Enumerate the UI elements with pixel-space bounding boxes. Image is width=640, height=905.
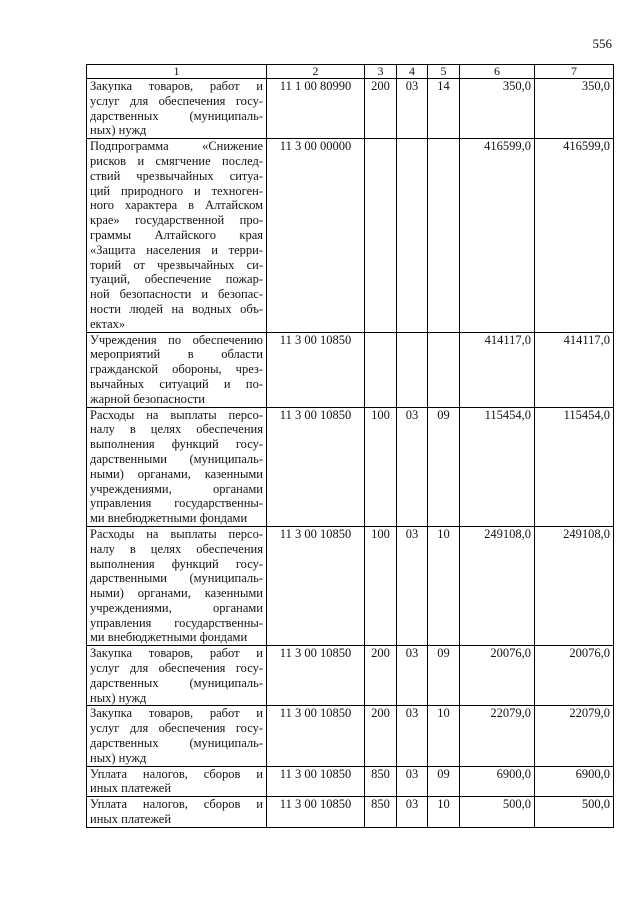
- column-7-cell: 22079,0: [535, 706, 614, 766]
- header-row: [87, 65, 614, 79]
- column-1-cell: [87, 646, 267, 706]
- column-3-cell: 850: [365, 797, 397, 828]
- table-row: [87, 407, 614, 526]
- column-4-cell: 03: [397, 79, 428, 139]
- column-3-cell: 100: [365, 526, 397, 645]
- column-1-cell: [87, 526, 267, 645]
- column-3-cell: 200: [365, 706, 397, 766]
- column-1-cell: [87, 766, 267, 797]
- description-line: Подпрограмма «Снижение: [90, 139, 263, 154]
- description-line: выполнения функций госу-: [90, 556, 263, 571]
- description-line: дарственными (муниципаль-: [90, 451, 263, 466]
- description-line: мероприятий в области: [90, 347, 263, 362]
- description-line: туаций, обеспечение пожар-: [90, 272, 263, 287]
- description-line: Закупка товаров, работ и: [90, 79, 263, 93]
- description-line: ствий чрезвычайных ситуа-: [90, 168, 263, 183]
- table-row: [87, 766, 614, 797]
- column-7-cell: 500,0: [535, 797, 614, 828]
- description-line: вычайных ситуаций и по-: [90, 376, 263, 391]
- header-cell-4: 4: [397, 65, 428, 79]
- description-line: крае» государственной про-: [90, 213, 263, 228]
- column-1-cell: [87, 706, 267, 766]
- column-7-cell: 350,0: [535, 79, 614, 139]
- table-row: [87, 797, 614, 828]
- column-5-cell: 10: [428, 797, 460, 828]
- header-cell-2: 2: [267, 65, 365, 79]
- page-number: 556: [592, 36, 612, 51]
- description-line: рисков и смягчение послед-: [90, 153, 263, 168]
- column-4-cell: 03: [397, 407, 428, 526]
- header-cell-3: 3: [365, 65, 397, 79]
- column-7-cell: 115454,0: [535, 407, 614, 526]
- description-line: учреждениями, органами: [90, 481, 263, 496]
- column-7-cell: 6900,0: [535, 766, 614, 797]
- description-line: дарственных (муниципаль-: [90, 736, 263, 751]
- column-3-cell: [365, 139, 397, 332]
- description-line: ных) нужд: [90, 123, 147, 138]
- column-5-cell: [428, 332, 460, 407]
- description-line: Расходы на выплаты персо-: [90, 526, 263, 541]
- table-row: [87, 332, 614, 407]
- description-line: ных) нужд: [90, 690, 147, 705]
- description-line: ного характера в Алтайском: [90, 198, 263, 213]
- column-3-cell: 100: [365, 407, 397, 526]
- column-3-cell: 200: [365, 79, 397, 139]
- table-row: [87, 526, 614, 645]
- column-2-cell: 11 3 00 10850: [267, 706, 365, 766]
- description-line: ми внебюджетными фондами: [90, 630, 248, 645]
- budget-table: [86, 64, 614, 828]
- column-6-cell: 20076,0: [460, 646, 535, 706]
- column-5-cell: [428, 139, 460, 332]
- header-cell-6: 6: [460, 65, 535, 79]
- column-6-cell: 350,0: [460, 79, 535, 139]
- column-3-cell: [365, 332, 397, 407]
- description-line: ми внебюджетными фондами: [90, 511, 248, 526]
- column-4-cell: 03: [397, 766, 428, 797]
- column-2-cell: 11 1 00 80990: [267, 79, 365, 139]
- column-4-cell: 03: [397, 526, 428, 645]
- column-4-cell: 03: [397, 797, 428, 828]
- description-line: ций природного и техноген-: [90, 183, 263, 198]
- column-2-cell: 11 3 00 00000: [267, 139, 365, 332]
- description-line: выполнения функций госу-: [90, 437, 263, 452]
- description-line: жарной безопасности: [90, 391, 205, 406]
- column-6-cell: 6900,0: [460, 766, 535, 797]
- column-7-cell: 249108,0: [535, 526, 614, 645]
- column-2-cell: 11 3 00 10850: [267, 332, 365, 407]
- description-line: дарственными (муниципаль-: [90, 571, 263, 586]
- column-4-cell: 03: [397, 646, 428, 706]
- table-row: [87, 706, 614, 766]
- description-line: Закупка товаров, работ и: [90, 706, 263, 721]
- column-5-cell: 10: [428, 526, 460, 645]
- column-4-cell: 03: [397, 706, 428, 766]
- description-line: Закупка товаров, работ и: [90, 646, 263, 661]
- description-line: дарственных (муниципаль-: [90, 108, 263, 123]
- description-line: ных) нужд: [90, 750, 147, 765]
- description-line: услуг для обеспечения госу-: [90, 93, 263, 108]
- description-line: услуг для обеспечения госу-: [90, 661, 263, 676]
- column-6-cell: 500,0: [460, 797, 535, 828]
- description-line: Расходы на выплаты персо-: [90, 407, 263, 422]
- description-line: учреждениями, органами: [90, 600, 263, 615]
- column-3-cell: 850: [365, 766, 397, 797]
- description-line: управления государственны-: [90, 615, 263, 630]
- description-line: Уплата налогов, сборов и: [90, 766, 263, 781]
- description-line: Уплата налогов, сборов и: [90, 797, 263, 812]
- column-1-cell: [87, 139, 267, 332]
- table-row: [87, 139, 614, 332]
- header-cell-5: 5: [428, 65, 460, 79]
- header-cell-7: 7: [535, 65, 614, 79]
- column-7-cell: 416599,0: [535, 139, 614, 332]
- description-line: иных платежей: [90, 781, 172, 796]
- description-line: граммы Алтайского края: [90, 227, 263, 242]
- table-row: [87, 646, 614, 706]
- column-5-cell: 14: [428, 79, 460, 139]
- column-5-cell: 10: [428, 706, 460, 766]
- description-line: налу в целях обеспечения: [90, 422, 263, 437]
- description-line: услуг для обеспечения госу-: [90, 721, 263, 736]
- column-6-cell: 115454,0: [460, 407, 535, 526]
- column-4-cell: [397, 139, 428, 332]
- description-line: ными) органами, казенными: [90, 466, 263, 481]
- column-2-cell: 11 3 00 10850: [267, 797, 365, 828]
- column-2-cell: 11 3 00 10850: [267, 526, 365, 645]
- description-line: налу в целях обеспечения: [90, 541, 263, 556]
- description-line: торий от чрезвычайных си-: [90, 257, 263, 272]
- column-5-cell: 09: [428, 646, 460, 706]
- column-6-cell: 416599,0: [460, 139, 535, 332]
- description-line: ными) органами, казенными: [90, 586, 263, 601]
- column-5-cell: 09: [428, 407, 460, 526]
- description-line: управления государственны-: [90, 496, 263, 511]
- column-2-cell: 11 3 00 10850: [267, 407, 365, 526]
- description-line: Учреждения по обеспечению: [90, 332, 263, 347]
- table-row: [87, 79, 614, 139]
- column-4-cell: [397, 332, 428, 407]
- column-5-cell: 09: [428, 766, 460, 797]
- column-7-cell: 414117,0: [535, 332, 614, 407]
- column-1-cell: [87, 332, 267, 407]
- description-line: иных платежей: [90, 812, 172, 827]
- column-6-cell: 414117,0: [460, 332, 535, 407]
- description-line: ности людей на водных объ-: [90, 301, 263, 316]
- header-cell-1: 1: [87, 65, 267, 79]
- column-2-cell: 11 3 00 10850: [267, 646, 365, 706]
- description-line: гражданской обороны, чрез-: [90, 362, 263, 377]
- description-line: «Защита населения и терри-: [90, 242, 263, 257]
- column-3-cell: 200: [365, 646, 397, 706]
- description-line: дарственных (муниципаль-: [90, 675, 263, 690]
- description-line: ной безопасности и безопас-: [90, 287, 263, 302]
- column-1-cell: [87, 79, 267, 139]
- column-2-cell: 11 3 00 10850: [267, 766, 365, 797]
- column-7-cell: 20076,0: [535, 646, 614, 706]
- column-1-cell: [87, 797, 267, 828]
- column-6-cell: 249108,0: [460, 526, 535, 645]
- column-6-cell: 22079,0: [460, 706, 535, 766]
- table-header: [87, 65, 614, 79]
- column-1-cell: [87, 407, 267, 526]
- description-line: ектах»: [90, 316, 126, 331]
- table-body: [87, 79, 614, 828]
